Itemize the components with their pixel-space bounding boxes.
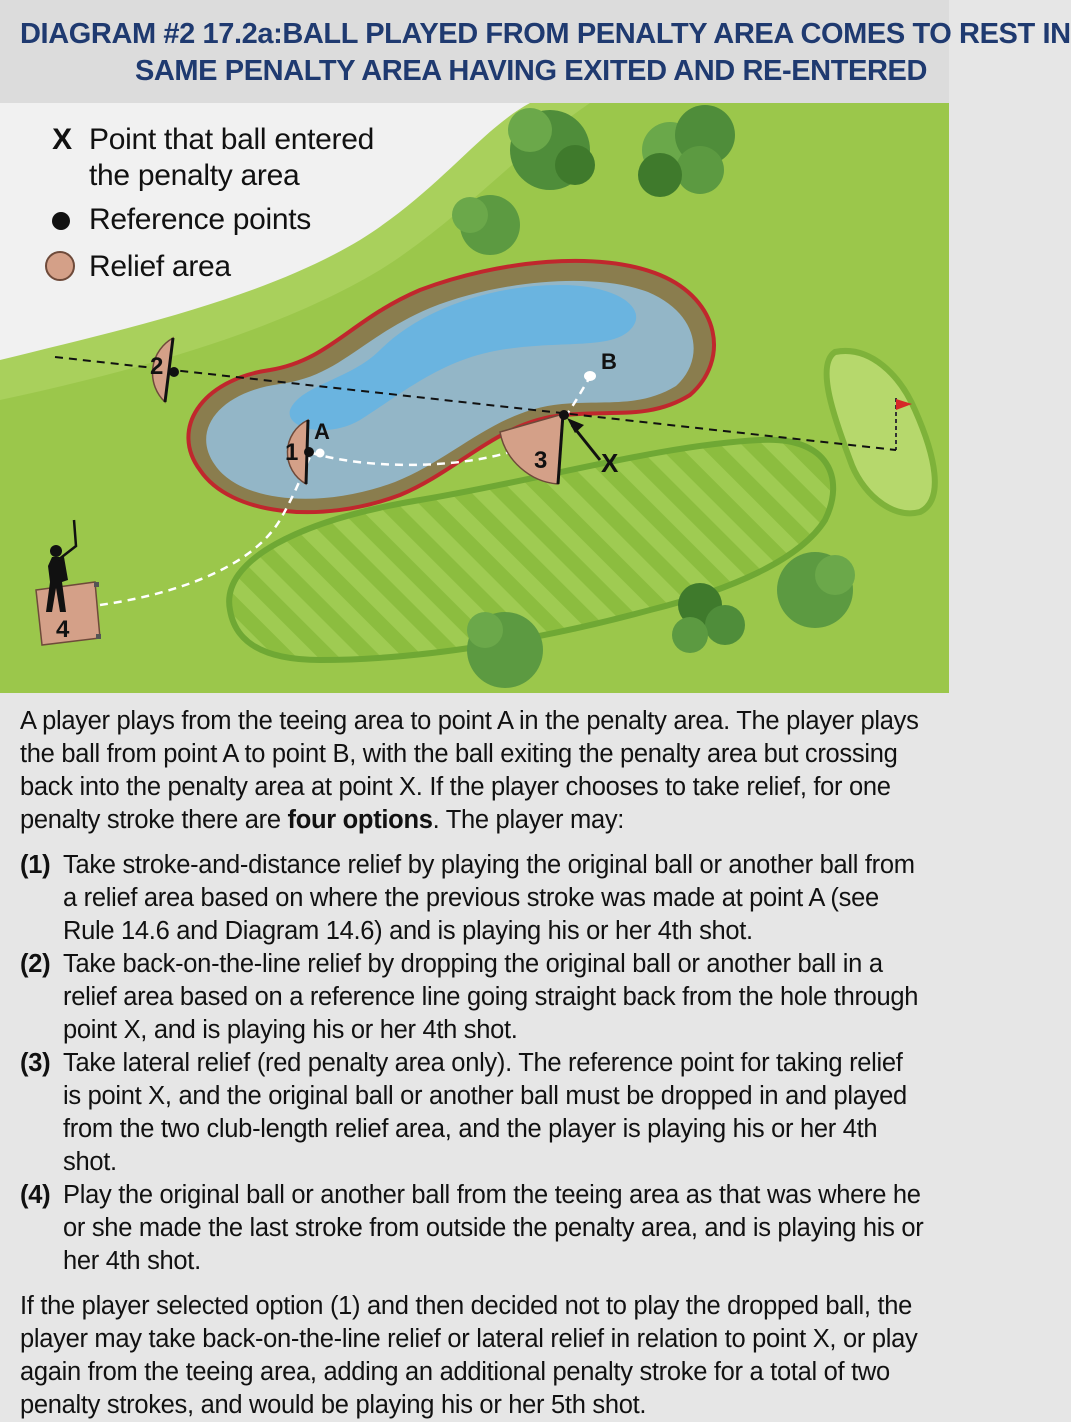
explanation-text [20, 705, 925, 1422]
label-A: A [314, 419, 330, 444]
label-X: X [601, 448, 619, 478]
diagram-number: DIAGRAM #2 17.2a: [20, 18, 283, 50]
legend-dot [44, 202, 404, 238]
option-text: Take stroke-and-distance relief by playing the original ball or another ball from a relief area based on where the previous stroke was made at point A (see Rule 14.6 and Diagram 14.6) and is playing his or her 4th shot. [63, 851, 915, 945]
reference-point-A [304, 447, 314, 457]
legend-relief-label: Relief area [89, 250, 231, 283]
tee-marker-left [94, 582, 99, 587]
legend-x-cont [44, 158, 404, 194]
label-B: B [601, 349, 617, 374]
option-number: (3) [20, 1049, 51, 1077]
option-4 [20, 1179, 925, 1278]
legend-x-label-2: the penalty area [89, 159, 300, 192]
legend [44, 122, 404, 285]
intro-text-1: A player plays from the teeing area to point A in the penalty area. The player plays the ball from point A to point B, with the ball exiting the penalty area but crossing back into the penalty area at point X. If the player chooses to take relief, for one penalty stroke there are [20, 707, 919, 834]
option-number: (2) [20, 950, 51, 978]
option-3 [20, 1047, 925, 1179]
x-symbol: X [52, 123, 72, 156]
legend-dot-label: Reference points [89, 203, 312, 236]
option-number: (1) [20, 851, 51, 879]
option-2 [20, 948, 925, 1047]
legend-x [44, 122, 404, 158]
reference-point-2 [169, 367, 179, 377]
outro-paragraph: If the player selected option (1) and then decided not to play the dropped ball, the player may take back-on-the-line relief or lateral relief in relation to point X, or play again from the teeing area, adding an additional penalty stroke for a total of two penalty strokes, and would be playing his or her 5th shot. [20, 1292, 918, 1419]
diagram-title [0, 0, 1071, 103]
ball-at-A [316, 449, 325, 458]
tee-marker-right [96, 634, 101, 639]
relief-area-icon [45, 251, 75, 281]
option-text: Take lateral relief (red penalty area only). The reference point for taking relief is point X, and the original ball or another ball must be dropped in and played from the two club-length relief area, and the player is playing his or her 4th shot. [63, 1049, 907, 1176]
option-text: Play the original ball or another ball from the teeing area as that was where he or she made the last stroke from outside the penalty area, and is playing his or her 4th shot. [63, 1181, 924, 1275]
label-relief-2: 2 [150, 353, 164, 380]
ball-at-B [584, 371, 596, 381]
intro-text-2: . The player may: [432, 806, 625, 834]
reference-dot-icon [52, 212, 70, 230]
label-relief-4: 4 [56, 616, 70, 643]
option-1 [20, 849, 925, 948]
legend-relief [44, 249, 404, 285]
option-number: (4) [20, 1181, 51, 1209]
option-text: Take back-on-the-line relief by dropping the original ball or another ball in a relief area based on a reference line going straight back from the hole through point X, and is playing his or her 4th shot. [63, 950, 919, 1044]
title-line-2: SAME PENALTY AREA HAVING EXITED AND RE-ENTERED [134, 55, 927, 87]
label-relief-1: 1 [285, 439, 299, 466]
intro-paragraph [20, 705, 925, 837]
title-line-1: BALL PLAYED FROM PENALTY AREA COMES TO REST IN [282, 18, 1071, 50]
legend-x-label-1: Point that ball entered [89, 123, 374, 156]
label-relief-3: 3 [534, 447, 548, 474]
intro-bold: four options [287, 806, 433, 834]
